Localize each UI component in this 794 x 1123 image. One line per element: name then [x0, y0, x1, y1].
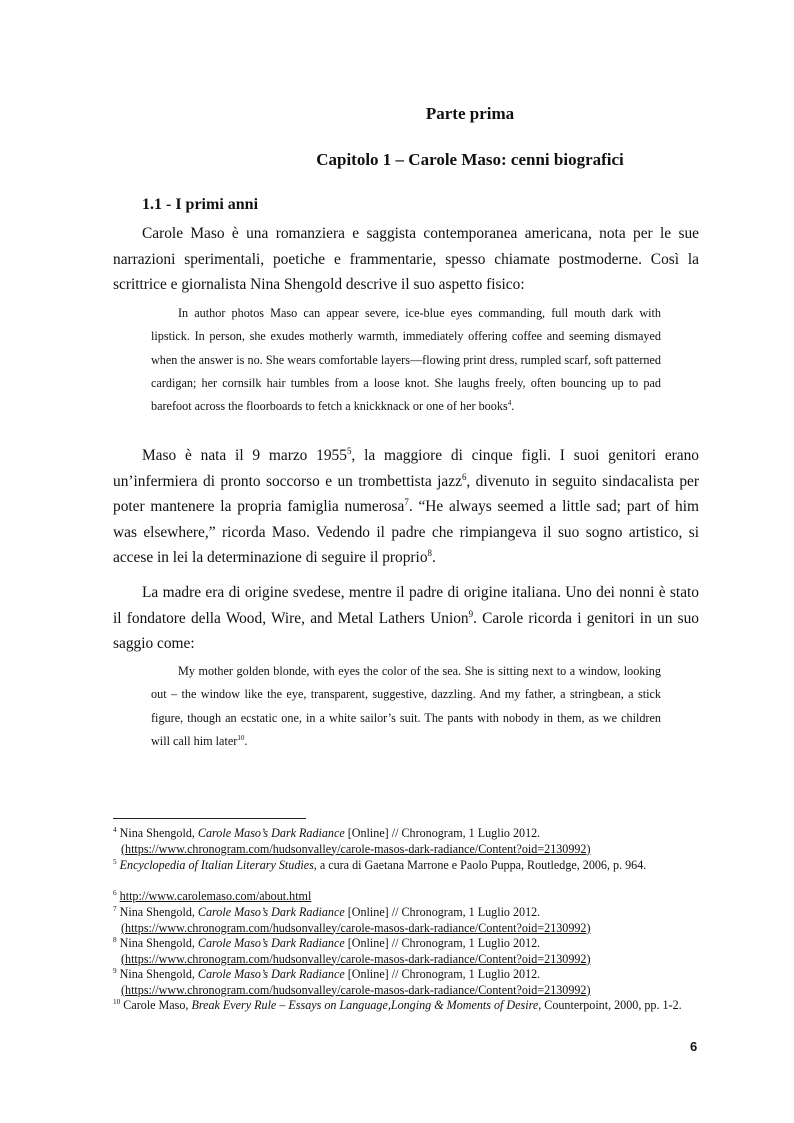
- footnote-number: 6: [113, 888, 117, 897]
- text-run: Maso è nata il 9 marzo 1955: [142, 447, 347, 464]
- text-run: . Carole ricorda i genitori in un suo saggio come:: [113, 609, 699, 652]
- footnote-link[interactable]: (https://www.chronogram.com/hudsonvalley/carole-masos-dark-radiance/Content?oid=2130992): [121, 951, 591, 966]
- paragraph-intro: Carole Maso è una romanziera e saggista contemporanea americana, nota per le sue narrazioni sperimentali, poetiche e frammentarie, spesso chiamate postmoderne. Così la scrittrice e giornalista Nina Shengold descrive il suo aspetto fisico:: [113, 225, 699, 293]
- footnote-6: [113, 889, 707, 905]
- footnote-link[interactable]: (https://www.chronogram.com/hudsonvalley/carole-masos-dark-radiance/Content?oid=2130992): [121, 841, 591, 856]
- footnote-details: [Online] // Chronogram, 1 Luglio 2012.: [344, 826, 541, 840]
- quote-text: My mother golden blonde, with eyes the color of the sea. She is sitting next to a window, looking out – the window like the eye, transparent, suggestive, dazzling. And my father, a stringbean, a stick figure, though an ecstatic one, in a white sailor’s suit. The pants with nobody in them, as we children will call him later: [151, 664, 661, 748]
- footnote-details: , a cura di Gaetana Marrone e Paolo Puppa, Routledge, 2006, p. 964.: [313, 858, 647, 872]
- footnote-ref[interactable]: 7: [404, 496, 409, 507]
- footnote-author: Nina Shengold,: [116, 936, 198, 950]
- footnote-title: Carole Maso’s Dark Radiance: [197, 826, 345, 840]
- footnote-8: [113, 936, 707, 967]
- chapter-title: Capitolo 1 – Carole Maso: cenni biografici: [316, 150, 624, 169]
- block-quote-shengold: In author photos Maso can appear severe, ice-blue eyes commanding, full mouth dark with lipstick. In person, she exudes motherly warmth, immediately offering coffee and seeming dismayed when the answer is no. She wears comfortable layers—flowing print dress, rumpled scarf, soft patterned cardigan; her cornsilk hair tumbles from a loose knot. She laughs freely, often bouncing up to pad barefoot across the floorboards to fetch a knickknack or one of her books$^4$.: [151, 306, 661, 414]
- footnote-10: [113, 998, 707, 1014]
- footnote-link[interactable]: http://www.carolemaso.com/about.html: [119, 889, 312, 903]
- footnote-ref[interactable]: 10: [237, 733, 245, 742]
- footnote-separator: [113, 818, 306, 819]
- footnote-number: 8: [113, 935, 117, 944]
- footnote-title: Carole Maso’s Dark Radiance: [197, 905, 345, 919]
- footnote-author: Carole Maso,: [120, 998, 192, 1012]
- footnote-link[interactable]: (https://www.chronogram.com/hudsonvalley/carole-masos-dark-radiance/Content?oid=2130992): [121, 982, 591, 997]
- footnote-ref[interactable]: 6: [461, 471, 467, 482]
- footnote-author: Nina Shengold,: [116, 826, 198, 840]
- footnote-title: Carole Maso’s Dark Radiance: [197, 936, 345, 950]
- footnote-9: [113, 967, 707, 998]
- block-quote-maso: My mother golden blonde, with eyes the color of the sea. She is sitting next to a window, looking out – the window like the eye, transparent, suggestive, dazzling. And my father, a stringbean, a stick figure, though an ecstatic one, in a white sailor’s suit. The pants with nobody in them, as we children will call him later$^{10}$.: [151, 664, 661, 748]
- footnote-ref[interactable]: 8: [427, 547, 432, 558]
- footnote-title: Break Every Rule – Essays on Language,Longing & Moments of Desire: [191, 998, 539, 1012]
- text-run: , divenuto in seguito sindacalista per poter mantenere la propria famiglia numerosa: [113, 472, 699, 515]
- footnote-number: 9: [113, 966, 117, 975]
- footnote-number: 7: [113, 904, 117, 913]
- footnote-link[interactable]: (https://www.chronogram.com/hudsonvalley/carole-masos-dark-radiance/Content?oid=2130992): [121, 920, 591, 935]
- footnote-details: [Online] // Chronogram, 1 Luglio 2012.: [344, 905, 541, 919]
- part-title: Parte prima: [425, 104, 515, 123]
- footnote-5: [113, 858, 707, 874]
- footnote-title: Encyclopedia of Italian Literary Studies: [119, 858, 314, 872]
- footnote-7: [113, 905, 707, 936]
- footnote-details: , Counterpoint, 2000, pp. 1-2.: [538, 998, 682, 1012]
- footnote-number: 4: [113, 825, 117, 834]
- section-title: 1.1 - I primi anni: [142, 196, 259, 213]
- quote-text: In author photos Maso can appear severe, ice-blue eyes commanding, full mouth dark with lipstick. In person, she exudes motherly warmth, immediately offering coffee and seeming dismayed when the answer is no. She wears comfortable layers—flowing print dress, rumpled scarf, soft patterned cardigan; her cornsilk hair tumbles from a loose knot. She laughs freely, often bouncing up to pad barefoot across the floorboards to fetch a knickknack or one of her books: [151, 306, 661, 414]
- footnote-details: [Online] // Chronogram, 1 Luglio 2012.: [344, 936, 541, 950]
- text-run: .: [432, 549, 436, 566]
- footnote-ref[interactable]: 9: [468, 608, 474, 619]
- footnote-author: Nina Shengold,: [116, 967, 198, 981]
- text-run: , la maggiore di cinque figli. I suoi genitori erano un’infermiera di pronto soccorso e un trombettista jazz: [113, 447, 700, 490]
- footnote-title: Carole Maso’s Dark Radiance: [197, 967, 345, 981]
- page-number: 6: [690, 1039, 698, 1054]
- paragraph-origins: [113, 580, 699, 657]
- text-run: . “He always seemed a little sad; part of him was elsewhere,” ricorda Maso. Vedendo il padre che rimpiangeva il suo sogno artistico, si accese in lei la determinazione di seguire il proprio: [113, 498, 699, 566]
- footnote-number: 5: [113, 857, 117, 866]
- footnote-details: [Online] // Chronogram, 1 Luglio 2012.: [344, 967, 541, 981]
- footnote-number: 10: [113, 997, 121, 1006]
- paragraph-birth: [113, 443, 699, 571]
- footnote-ref[interactable]: 4: [507, 399, 512, 408]
- footnote-4: [113, 826, 707, 857]
- text-run: La madre era di origine svedese, mentre il padre di origine italiana. Uno dei nonni è stato il fondatore della Wood, Wire, and Metal Lathers Union: [113, 584, 699, 627]
- footnote-author: Nina Shengold,: [116, 905, 198, 919]
- footnote-ref[interactable]: 5: [346, 445, 352, 456]
